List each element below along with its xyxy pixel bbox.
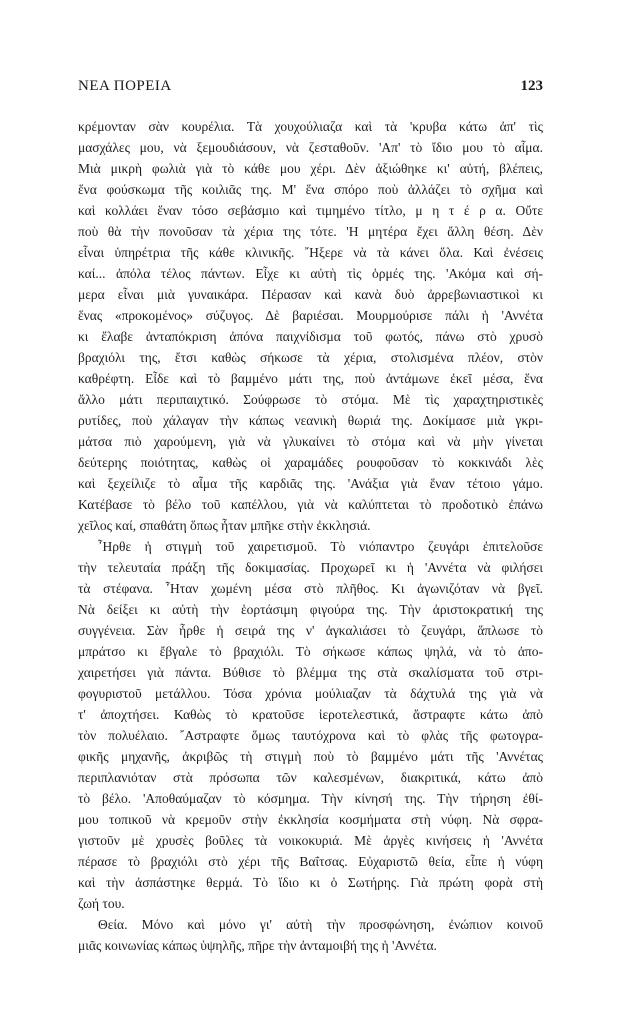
text-line: καί... ἀπόλα τέλος πάντων. Εἶχε κι αὐτὴ τὶς ὁρμές της. 'Ακόμα καὶ σή-	[78, 266, 543, 281]
text-line: καὶ κολλάει ἕναν τόσο σεβάσμιο καὶ τιμημένο τίτλο, μ η τ έ ρ α. Οὔτε	[78, 203, 543, 218]
text-line: μάτσα πιὸ χαρούμενη, γιὰ νὰ γλυκαίνει τὸ στόμα καὶ νὰ μὴν γίνεται	[78, 434, 543, 449]
text-line: εἶναι ὑπηρέτρια τῆς κάθε κλινικῆς. ῎Ηξερε νὰ τὰ κάνει ὅλα. Καὶ ἐνέσεις	[78, 245, 543, 260]
text-line: ρυτίδες, ποὺ χάλαγαν τὴν κάπως νεανικὴ θωριά της. Δοκίμασε μιὰ γκρι-	[78, 413, 543, 428]
text-line: ἄλλο μάτι περιπαιχτικό. Σούφρωσε τὸ στόμα. Μὲ τὶς χαραχτηριστικὲς	[78, 392, 543, 407]
text-line: κρέμονταν σὰν κουρέλια. Τὰ χουχούλιαζα καὶ τὰ 'κρυβα κάτω ἀπ' τὶς	[78, 119, 543, 134]
text-line: μασχάλες μου, νὰ ξεμουδιάσουν, νὰ ζεσταθοῦν. 'Απ' τὸ ἴδιο μου τὸ αἷμα.	[78, 140, 543, 155]
text-line: καὶ τὴν ἀσπάστηκε θερμά. Τὸ ἴδιο κι ὁ Σωτήρης. Γιὰ πρώτη φορὰ στὴ	[78, 875, 543, 890]
text-line: τὸν πολυέλαιο. ῎Αστραφτε ὅμως ταυτόχρονα καὶ τὸ φλὰς τῆς φωτογρα-	[78, 728, 543, 743]
text-line: μου τοπικοῦ νὰ κρεμοῦν στὴν ἐκκλησία κοσμήματα στὴ νύφη. Νὰ σφρα-	[78, 812, 543, 827]
text-line: Θεία. Μόνο καὶ μόνο γι' αὐτὴ τὴν προσφώνηση, ἐνώπιον κοινοῦ	[98, 917, 543, 932]
text-line: πέρασε τὸ βραχιόλι στὸ χέρι τῆς Βαΐτσας. Εὐχαριστῶ θεία, εἶπε ἡ νύφη	[78, 854, 543, 869]
paragraph	[78, 536, 543, 914]
text-line: τ' ἀποχτήσει. Καθὼς τὸ κρατοῦσε ἱεροτελεστικά, ἄστραφτε κάτω ἀπὸ	[78, 707, 543, 722]
text-line: ζωή του.	[78, 896, 125, 911]
text-line: τὴν τελευταία πράξη τῆς δοκιμασίας. Προχωρεῖ κι ἡ 'Αννέτα νὰ φιλήσει	[78, 560, 543, 575]
text-line: ἕνας «προκομένος» σύζυγος. Δὲ βαριέσαι. Μουρμούρισε πάλι ἡ 'Αννέτα	[78, 308, 543, 323]
text-line: Νὰ δείξει κι αὐτὴ τὴν ἑορτάσιμη φιγούρα της. Τὴν ἀριστοκρατική της	[78, 602, 543, 617]
text-line: ἕνα φούσκωμα τῆς κοιλιᾶς της. Μ' ἕνα σπόρο ποὺ ἀλλάζει τὸ σχῆμα καὶ	[78, 182, 543, 197]
running-head	[78, 78, 543, 98]
text-line: χεῖλος καί, σπαθάτη ὅπως ἦταν μπῆκε στὴν ἐκκλησιά.	[78, 518, 371, 533]
page-number: 123	[520, 78, 543, 94]
text-line: καὶ ξεχείλιζε τὸ αἷμα τῆς καρδιᾶς της. 'Ανάξια γιὰ ἕναν τέτοιο γάμο.	[78, 476, 543, 491]
text-line: ῏Ηρθε ἡ στιγμὴ τοῦ χαιρετισμοῦ. Τὸ νιόπαντρο ζευγάρι ἐπιτελοῦσε	[98, 539, 543, 554]
text-line: κι ἔλαβε ἀνταπόκριση ἀπόνα παιχνίδισμα τοῦ φωτός, πάνω στὸ χρυσὸ	[78, 329, 543, 344]
text-line: φογυριστοῦ μετάλλου. Τόσα χρόνια μούλιαζαν τὰ δάχτυλά της γιὰ νὰ	[78, 686, 543, 701]
text-line: βραχιόλι της, ἔτσι καθὼς σήκωσε τὰ χέρια, στολισμένα πλέον, στὸν	[78, 350, 543, 365]
text-line: καθρέφτη. Εἶδε καὶ τὸ βαμμένο μάτι της, ποὺ ἀντάμωνε ἐκεῖ μέσα, ἕνα	[78, 371, 543, 386]
text-line: περιπλανιόταν στὰ πρόσωπα τῶν καλεσμένων, διακριτικά, κάτω ἀπὸ	[78, 770, 543, 785]
text-line: χαιρετήσει γιὰ πάντα. Βύθισε τὸ βλέμμα της στὰ σκαλίσματα τοῦ στρι-	[78, 665, 543, 680]
text-line: μερα εἶναι μιὰ γυναικάρα. Πέρασαν καὶ κανὰ δυὸ ἀρρεβωνιαστικοὶ κι	[78, 287, 543, 302]
text-line: τὸ βέλο. 'Αποθαύμαζαν τὸ κόσμημα. Τὴν κίνησή της. Τὴν τήρηση ἐθί-	[78, 791, 543, 806]
paragraph	[78, 116, 543, 536]
text-line: Μιὰ μικρὴ φωλιὰ γιὰ τὸ κάθε μου χέρι. Δὲν ἀξιώθηκε κι' αὐτή, βλέπεις,	[78, 161, 543, 176]
text-line: Κατέβασε τὸ βέλο τοῦ καπέλλου, γιὰ νὰ καλύπτεται τὸ προδοτικὸ ἐπάνω	[78, 497, 543, 512]
text-line: τὰ στέφανα. ῏Ηταν χωμένη μέσα στὸ πλῆθος. Κι ἀγωνιζόταν νὰ βγεῖ.	[78, 581, 543, 596]
body-text	[78, 116, 543, 956]
text-line: συγγένεια. Σὰν ἦρθε ἡ σειρά της ν' ἀγκαλιάσει τὸ ζευγάρι, ἅπλωσε τὸ	[78, 623, 543, 638]
journal-title: ΝΕΑ ΠΟΡΕΙΑ	[78, 78, 172, 94]
text-line: δεύτερης ποιότητας, καθὼς οἱ χαραμάδες ρουφοῦσαν τὸ κοκκινάδι λὲς	[78, 455, 543, 470]
text-line: ποὺ θὰ τὴν πονοῦσαν τὰ χέρια της τότε. 'Η μητέρα ἔχει ἄλλη θέση. Δὲν	[78, 224, 543, 239]
text-line: μπράτσο κι ἔβγαλε τὸ βραχιόλι. Τὸ σήκωσε κάπως ψηλά, νὰ τὸ ἀπο-	[78, 644, 543, 659]
text-line: φικῆς μηχανῆς, ἀκριβῶς τὴ στιγμὴ ποὺ τὸ βαμμένο μάτι τῆς 'Αννέτας	[78, 749, 543, 764]
paragraph	[78, 914, 543, 956]
text-line: γιστοῦν μὲ χρυσὲς βοῦλες τὰ νοικοκυριά. Μὲ ἀργὲς κινήσεις ἡ 'Αννέτα	[78, 833, 543, 848]
text-line: μιᾶς κοινωνίας κάπως ὑψηλῆς, πῆρε τὴν ἀνταμοιβή της ἡ 'Αννέτα.	[78, 938, 437, 953]
